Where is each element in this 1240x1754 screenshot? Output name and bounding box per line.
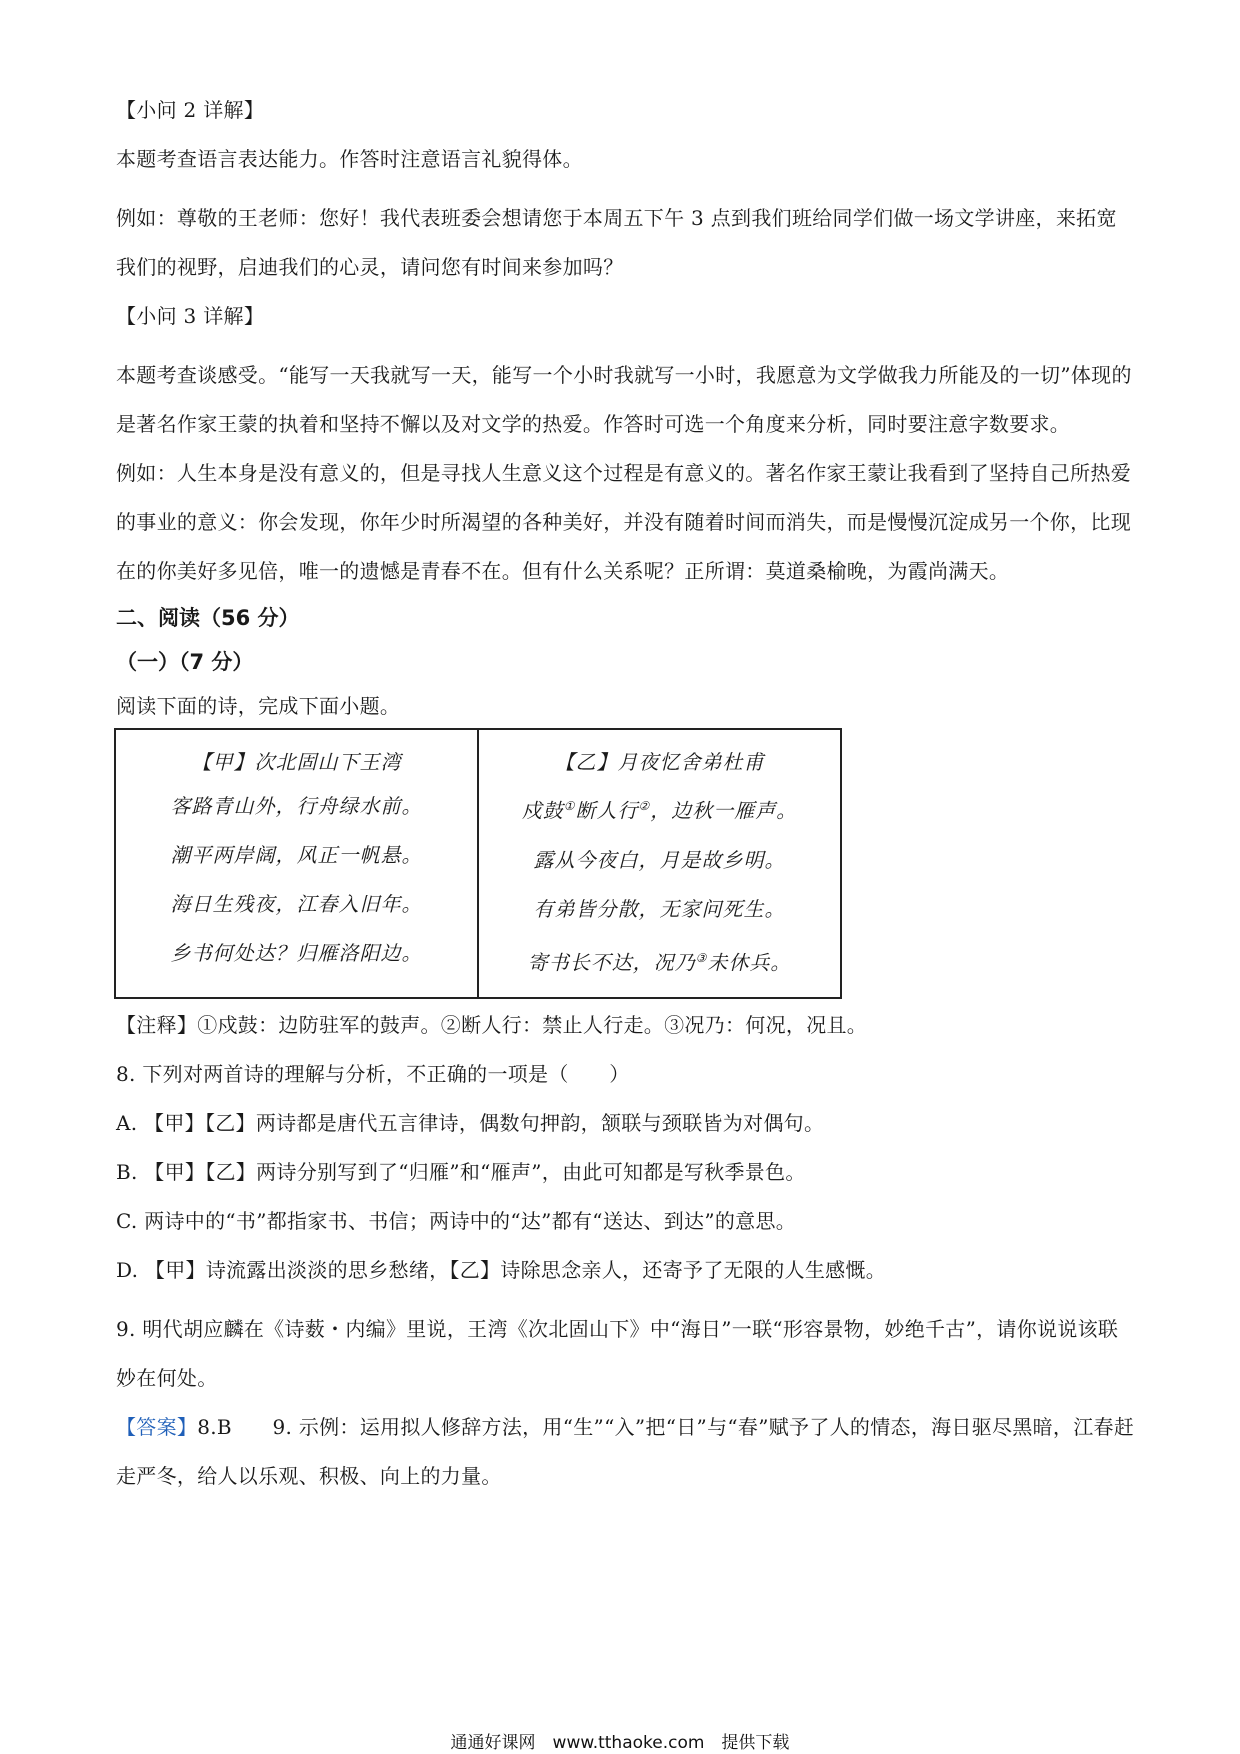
notes: 【注释】①戍鼓：边防驻军的鼓声。②断人行：禁止人行走。③况乃：何况，况且。 xyxy=(116,1013,868,1038)
q2-paragraph: 本题考查语言表达能力。作答时注意语言礼貌得体。 xyxy=(116,147,583,171)
document-page xyxy=(116,96,1136,1501)
poem-yi-line xyxy=(479,934,840,988)
poem-table xyxy=(114,728,842,999)
poem-text: 断人行 xyxy=(575,798,639,823)
option-a: A. 【甲】【乙】两诗都是唐代五言律诗，偶数句押韵，颔联与颈联皆为对偶句。 xyxy=(116,1111,825,1136)
q2-example: 例如：尊敬的王老师：您好！我代表班委会想请您于本周五下午 3 点到我们班给同学们做一场文学讲座，来拓宽我们的视野，启迪我们的心灵，请问您有时间来参加吗？ xyxy=(116,206,1117,279)
poem-jia-line: 潮平两岸阔，风正一帆悬。 xyxy=(170,843,423,867)
instruction: 阅读下面的诗，完成下面小题。 xyxy=(116,694,401,718)
option-b: B. 【甲】【乙】两诗分别写到了“归雁”和“雁声”，由此可知都是写秋季景色。 xyxy=(116,1160,806,1185)
poem-text: 戍鼓 xyxy=(521,798,564,823)
poem-jia-line: 客路青山外，行舟绿水前。 xyxy=(170,794,423,818)
note-marker: ③ xyxy=(695,950,708,965)
poem-text: 未休兵。 xyxy=(707,950,792,975)
question-9: 9. 明代胡应麟在《诗薮・内编》里说，王湾《次北固山下》中“海日”一联“形容景物，妙绝千古”，请你说说该联妙在何处。 xyxy=(116,1317,1119,1391)
q3-paragraph: 本题考查谈感受。“能写一天我就写一天，能写一个小时我就写一小时，我愿意为文学做我力所能及的一切”体现的是著名作家王蒙的执着和坚持不懈以及对文学的热爱。作答时可选一个角度来分析，同时要注意字数要求。 xyxy=(116,363,1132,436)
option-c: C. 两诗中的“书”都指家书、书信；两诗中的“达”都有“送达、到达”的意思。 xyxy=(116,1209,797,1234)
note-marker: ② xyxy=(638,799,651,813)
poem-yi-line xyxy=(479,782,840,836)
poem-text: ，边秋一雁声。 xyxy=(650,798,798,823)
poem-yi-title: 【乙】月夜忆舍弟杜甫 xyxy=(554,750,765,774)
poem-jia-line: 乡书何处达？归雁洛阳边。 xyxy=(170,941,423,965)
poem-yi xyxy=(478,729,841,998)
poem-text: 寄书长不达，况乃 xyxy=(527,950,696,975)
q2-heading: 【小问 2 详解】 xyxy=(116,98,265,122)
q3-example: 例如：人生本身是没有意义的，但是寻找人生意义这个过程是有意义的。著名作家王蒙让我看到了坚持自己所热爱的事业的意义：你会发现，你年少时所渴望的各种美好，并没有随着时间而消失，而是慢慢沉淀成另一个你，比现在的你美好多见倍，唯一的遗憾是青春不在。但有什么关系呢？正所谓：莫道桑榆晚，为霞尚满天。 xyxy=(116,461,1131,583)
question-8: 8. 下列对两首诗的理解与分析，不正确的一项是（ ） xyxy=(116,1062,630,1087)
poem-yi-line: 有弟皆分散，无家问死生。 xyxy=(533,896,786,921)
poem-yi-line: 露从今夜白，月是故乡明。 xyxy=(533,847,786,872)
note-marker: ① xyxy=(563,799,576,813)
answer-tag: 【答案】 xyxy=(116,1415,198,1440)
poem-jia-line: 海日生残夜，江春入旧年。 xyxy=(170,892,423,916)
part2-heading: 二、阅读（56 分） xyxy=(116,606,300,630)
option-d: D. 【甲】诗流露出淡淡的思乡愁绪，【乙】诗除思念亲人，还寄予了无限的人生感慨。 xyxy=(116,1258,887,1283)
q3-heading: 【小问 3 详解】 xyxy=(116,304,265,328)
poem-jia xyxy=(115,729,478,998)
poem-jia-title: 【甲】次北固山下王湾 xyxy=(191,750,402,774)
answer-text: 8.B 9. 示例：运用拟人修辞方法，用“生”“入”把“日”与“春”赋予了人的情态，海日驱尽黑暗，江春赶走严冬，给人以乐观、积极、向上的力量。 xyxy=(116,1415,1135,1489)
sub1-heading: （一）（7 分） xyxy=(116,650,254,674)
footer: 通通好课网 www.tthaoke.com 提供下载 xyxy=(450,1733,790,1753)
answer xyxy=(116,1403,1136,1501)
